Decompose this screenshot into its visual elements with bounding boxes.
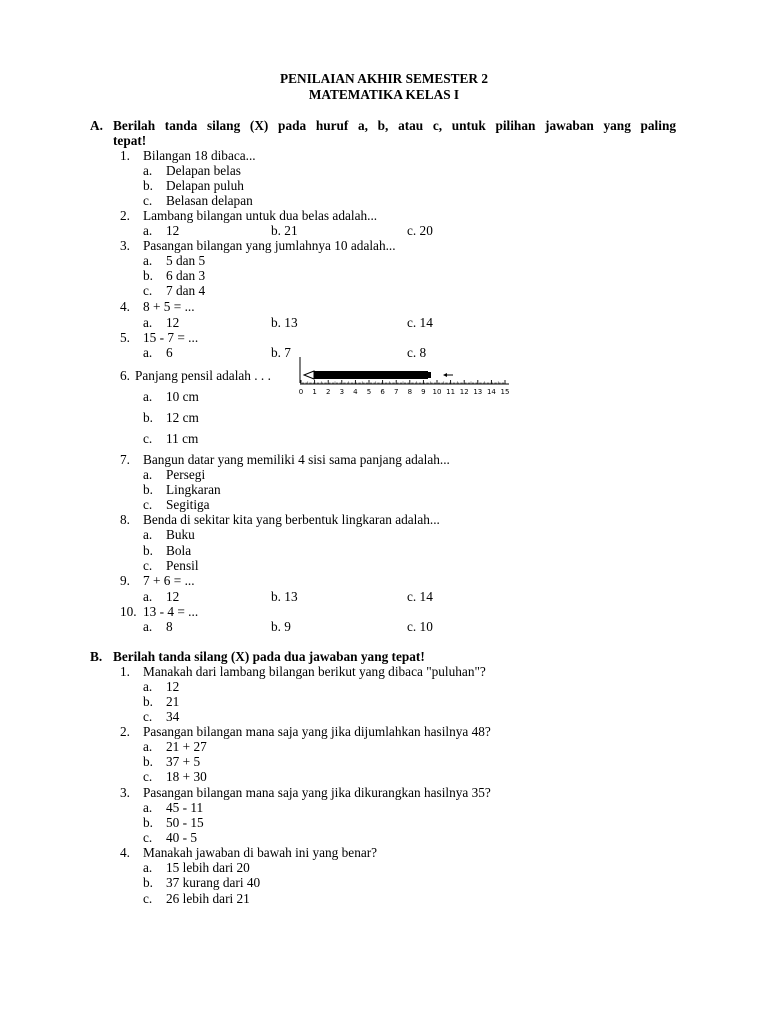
- question-text: Benda di sekitar kita yang berbentuk lingkaran adalah...: [143, 512, 440, 527]
- option-label: a.: [143, 679, 153, 694]
- section-a-instruction-line2: tepat!: [113, 133, 147, 148]
- question-text: Panjang pensil adalah . . .: [135, 368, 271, 383]
- pencil-ruler-illustration: [298, 354, 512, 396]
- option-text: 50 - 15: [166, 815, 204, 830]
- option-text: Pensil: [166, 558, 199, 573]
- question-text: Manakah dari lambang bilangan berikut yang dibaca "puluhan"?: [143, 664, 486, 679]
- option-label: c.: [143, 891, 153, 906]
- option-text: 10 cm: [166, 389, 199, 404]
- question-number: 6.: [120, 368, 130, 383]
- arrow-head: [443, 373, 447, 377]
- question-number: 3.: [120, 238, 130, 253]
- question-text: 13 - 4 = ...: [143, 604, 199, 619]
- option-c: c. 14: [407, 589, 433, 604]
- question-text: Lambang bilangan untuk dua belas adalah...: [143, 208, 378, 223]
- option-label: a.: [143, 527, 153, 542]
- question-text: Pasangan bilangan mana saja yang jika dikurangkan hasilnya 35?: [143, 785, 491, 800]
- question-number: 10.: [120, 604, 137, 619]
- instruction-word: tanda: [164, 118, 198, 133]
- option-label: a.: [143, 467, 153, 482]
- option-text: Lingkaran: [166, 482, 221, 497]
- ruler-label: 15: [500, 388, 510, 396]
- option-text: 6: [166, 345, 173, 360]
- ruler-label: 0: [298, 388, 304, 396]
- instruction-word: paling: [640, 118, 676, 133]
- option-text: 12: [166, 589, 180, 604]
- option-text: 18 + 30: [166, 769, 207, 784]
- option-label: a.: [143, 619, 153, 634]
- option-label: b.: [143, 815, 153, 830]
- option-text: 7 dan 4: [166, 283, 206, 298]
- pencil-body: [314, 371, 428, 379]
- option-text: 45 - 11: [166, 800, 204, 815]
- option-b: b. 7: [271, 345, 291, 360]
- option-b: b. 13: [271, 315, 298, 330]
- option-label: a.: [143, 739, 153, 754]
- instruction-word: silang: [206, 118, 241, 133]
- ruler-label: 8: [407, 388, 413, 396]
- question-number: 4.: [120, 845, 130, 860]
- option-text: 37 + 5: [166, 754, 201, 769]
- option-label: b.: [143, 875, 153, 890]
- instruction-word: yang: [603, 118, 631, 133]
- option-text: Buku: [166, 527, 195, 542]
- option-label: b.: [143, 543, 153, 558]
- option-text: Persegi: [166, 467, 206, 482]
- question-text: Pasangan bilangan yang jumlahnya 10 adalah...: [143, 238, 396, 253]
- option-text: 21: [166, 694, 180, 709]
- option-label: b.: [143, 754, 153, 769]
- instruction-word: pada: [278, 118, 307, 133]
- instruction-word: a,: [358, 118, 368, 133]
- option-text: 5 dan 5: [166, 253, 206, 268]
- option-label: c.: [143, 193, 153, 208]
- question-number: 1.: [120, 664, 130, 679]
- option-label: a.: [143, 389, 153, 404]
- option-label: a.: [143, 345, 153, 360]
- ruler-labels: [299, 388, 510, 396]
- question-number: 9.: [120, 573, 130, 588]
- ruler-label: 4: [353, 388, 358, 396]
- option-label: c.: [143, 830, 153, 845]
- option-text: 12: [166, 315, 180, 330]
- question-text: Bilangan 18 dibaca...: [143, 148, 256, 163]
- question-text: Bangun datar yang memiliki 4 sisi sama panjang adalah...: [143, 452, 450, 467]
- question-number: 5.: [120, 330, 130, 345]
- option-label: c.: [143, 769, 153, 784]
- question-number: 4.: [120, 299, 130, 314]
- option-text: 26 lebih dari 21: [166, 891, 250, 906]
- option-text: 12: [166, 223, 180, 238]
- option-text: 6 dan 3: [166, 268, 206, 283]
- question-number: 2.: [120, 724, 130, 739]
- ruler-label: 14: [486, 388, 496, 396]
- ruler-label: 6: [380, 388, 385, 396]
- ruler-label: 11: [446, 388, 456, 396]
- instruction-word: Berilah: [113, 118, 156, 133]
- option-text: 40 - 5: [166, 830, 198, 845]
- option-text: Segitiga: [166, 497, 210, 512]
- option-label: b.: [143, 178, 153, 193]
- ruler-ticks: [301, 380, 505, 384]
- option-b: b. 13: [271, 589, 298, 604]
- option-text: 34: [166, 709, 180, 724]
- instruction-word: atau: [398, 118, 424, 133]
- option-text: Delapan puluh: [166, 178, 244, 193]
- option-text: Delapan belas: [166, 163, 241, 178]
- pencil-eraser: [428, 372, 431, 378]
- page-title: PENILAIAN AKHIR SEMESTER 2: [280, 71, 488, 86]
- option-label: b.: [143, 482, 153, 497]
- ruler-label: 5: [366, 388, 372, 396]
- ruler-label: 7: [393, 388, 399, 396]
- question-number: 3.: [120, 785, 130, 800]
- option-c: c. 20: [407, 223, 433, 238]
- question-text: 7 + 6 = ...: [143, 573, 195, 588]
- ruler-label: 3: [339, 388, 345, 396]
- option-label: a.: [143, 860, 153, 875]
- question-number: 7.: [120, 452, 130, 467]
- option-text: Bola: [166, 543, 192, 558]
- question-number: 1.: [120, 148, 130, 163]
- question-text: 15 - 7 = ...: [143, 330, 199, 345]
- option-text: 8: [166, 619, 173, 634]
- ruler-label: 10: [432, 388, 442, 396]
- option-label: a.: [143, 315, 153, 330]
- option-label: c.: [143, 497, 153, 512]
- page-subtitle: MATEMATIKA KELAS I: [308, 87, 460, 102]
- option-label: b.: [143, 268, 153, 283]
- option-label: a.: [143, 163, 153, 178]
- section-b-label: B.: [90, 649, 103, 664]
- option-label: c.: [143, 283, 153, 298]
- ruler-label: 2: [325, 388, 331, 396]
- instruction-word: b,: [377, 118, 389, 133]
- option-text: 12 cm: [166, 410, 199, 425]
- ruler-label: 12: [459, 388, 469, 396]
- section-a-label: A.: [90, 118, 103, 133]
- option-text: 21 + 27: [166, 739, 207, 754]
- question-text: Manakah jawaban di bawah ini yang benar?: [143, 845, 378, 860]
- option-c: c. 8: [407, 345, 427, 360]
- option-c: c. 14: [407, 315, 433, 330]
- question-number: 8.: [120, 512, 130, 527]
- option-label: b.: [143, 694, 153, 709]
- ruler-label: 1: [312, 388, 317, 396]
- instruction-word: (X): [249, 118, 269, 133]
- option-label: c.: [143, 558, 153, 573]
- option-text: Belasan delapan: [166, 193, 253, 208]
- option-c: c. 10: [407, 619, 433, 634]
- option-text: 11 cm: [166, 431, 199, 446]
- section-b-instruction: Berilah tanda silang (X) pada dua jawaban yang tepat!: [113, 649, 425, 664]
- option-label: c.: [143, 431, 153, 446]
- option-label: a.: [143, 253, 153, 268]
- question-text: 8 + 5 = ...: [143, 299, 195, 314]
- instruction-word: huruf: [315, 118, 349, 133]
- instruction-word: jawaban: [545, 118, 594, 133]
- option-b: b. 21: [271, 223, 298, 238]
- option-label: b.: [143, 410, 153, 425]
- instruction-word: c,: [432, 118, 443, 133]
- option-text: 12: [166, 679, 180, 694]
- option-label: a.: [143, 800, 153, 815]
- section-a-instruction-line1: [113, 118, 676, 133]
- option-text: 37 kurang dari 40: [166, 875, 261, 890]
- instruction-word: untuk: [451, 118, 486, 133]
- question-number: 2.: [120, 208, 130, 223]
- question-text: Pasangan bilangan mana saja yang jika dijumlahkan hasilnya 48?: [143, 724, 491, 739]
- ruler-label: 13: [473, 388, 483, 396]
- pencil-tip: [304, 371, 314, 379]
- option-b: b. 9: [271, 619, 291, 634]
- option-label: a.: [143, 223, 153, 238]
- option-text: 15 lebih dari 20: [166, 860, 250, 875]
- ruler-label: 9: [421, 388, 426, 396]
- option-label: a.: [143, 589, 153, 604]
- option-label: c.: [143, 709, 153, 724]
- instruction-word: pilihan: [495, 118, 536, 133]
